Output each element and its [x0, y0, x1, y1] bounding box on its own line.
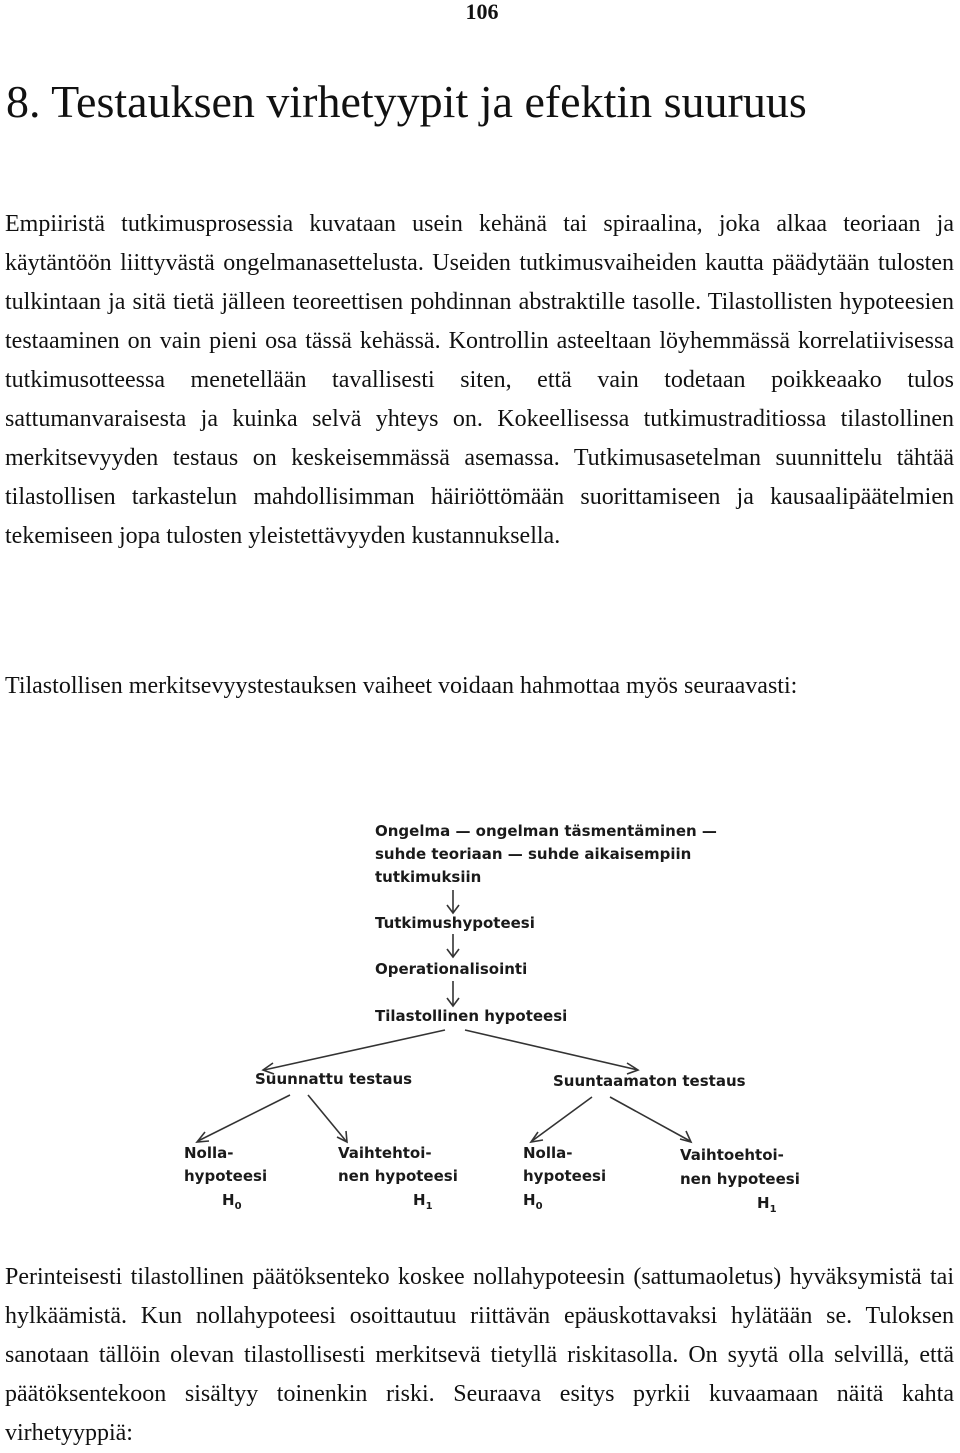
diagram-problem-line-3: tutkimuksiin [375, 868, 482, 886]
diagram-research-hypothesis: Tutkimushypoteesi [375, 914, 535, 932]
arrow-split-left-icon [263, 1030, 445, 1074]
arrow-down-icon [447, 934, 459, 957]
arrow-down-icon [447, 981, 459, 1006]
diagram-null-hypothesis-left-line-1: Nolla- [184, 1144, 234, 1162]
arrow-down-icon [447, 890, 459, 913]
diagram-problem-line-1: Ongelma — ongelman täsmentäminen — [375, 822, 717, 840]
diagram-undirected-test: Suuntaamaton testaus [553, 1072, 746, 1090]
chapter-title: 8. Testauksen virhetyypit ja efektin suuruus [6, 76, 807, 127]
diagram-null-hypothesis-right-line-2: hypoteesi [523, 1167, 607, 1185]
arrow-branch-icon [197, 1095, 347, 1142]
diagram-statistical-hypothesis: Tilastollinen hypoteesi [375, 1007, 568, 1025]
diagram-alt-hypothesis-left-line-2: nen hypoteesi [338, 1167, 458, 1185]
arrow-split-right-icon [465, 1030, 638, 1074]
diagram-directed-test: Suunnattu testaus [255, 1070, 413, 1088]
diagram-null-hypothesis-right-symbol: $H_0$ [523, 1191, 543, 1212]
diagram-null-hypothesis-left-line-2: hypoteesi [184, 1167, 268, 1185]
diagram-problem-line-2: suhde teoriaan — suhde aikaisempiin [375, 845, 692, 863]
arrow-branch-icon [531, 1097, 691, 1142]
intro-paragraph: Empiiristä tutkimusprosessia kuvataan usein kehänä tai spiraalina, joka alkaa teoriaan ja käytäntöön liittyvästä ongelmanasettelusta. Useiden tutkimusvaiheiden kautta päädytään tulosten tulkintaan ja sitä tietä jälleen teoreettisen pohdinnan abstraktille tasolle. Tilastollisten hypoteesien testaaminen on vain pieni osa tässä kehässä. Kontrollin asteeltaan löyhemmässä korrelatiivisessa tutkimusotteessa menetellään tavallisesti siten, että vain todetaan poikkeaako tulos sattumanvaraisesta ja kuinka selvä yhteys on. Kokeellisessa tutkimustraditiossa tilastollinen merkitsevyyden testaus on keskeisemmässä asemassa. Tutkimusasetelman suunnittelu tähtää tilastollisen tarkastelun mahdollisimman häiriöttömään suorittamiseen ja kausaalipäätelmien tekemiseen jopa tulosten yleistettävyyden kustannuksella. [5, 211, 954, 549]
decision-paragraph: Perinteisesti tilastollinen päätöksenteko koskee nollahypoteesin (sattumaoletus) hyväksymistä tai hylkäämistä. Kun nollahypoteesi osoittautuu riittävän epäuskottavaksi hylätään se. Tuloksen sanotaan tällöin olevan tilastollisesti merkitsevä tietyllä riskitasolla. On syytä olla selvillä, että päätöksentekoon sisältyy toinenkin riski. Seuraava esitys pyrkii kuvaamaan näitä kahta virhetyyppiä: [5, 1264, 954, 1446]
diagram-alt-hypothesis-left-symbol: $H_1$ [413, 1191, 433, 1212]
steps-intro-paragraph: Tilastollisen merkitsevyystestauksen vaiheet voidaan hahmottaa myös seuraavasti: [5, 673, 798, 699]
page-number: 106 [465, 0, 499, 24]
diagram-null-hypothesis-left-symbol: $H_0$ [222, 1191, 242, 1212]
diagram-alt-hypothesis-left-line-1: Vaihtehtoi- [338, 1144, 432, 1162]
diagram-alt-hypothesis-right-symbol: $H_1$ [757, 1194, 777, 1215]
hypothesis-testing-flow-diagram [160, 808, 820, 1228]
diagram-alt-hypothesis-right-line-1: Vaihtoehtoi- [680, 1146, 784, 1164]
diagram-null-hypothesis-right-line-1: Nolla- [523, 1144, 573, 1162]
diagram-alt-hypothesis-right-line-2: nen hypoteesi [680, 1170, 800, 1188]
diagram-operationalization: Operationalisointi [375, 960, 528, 978]
